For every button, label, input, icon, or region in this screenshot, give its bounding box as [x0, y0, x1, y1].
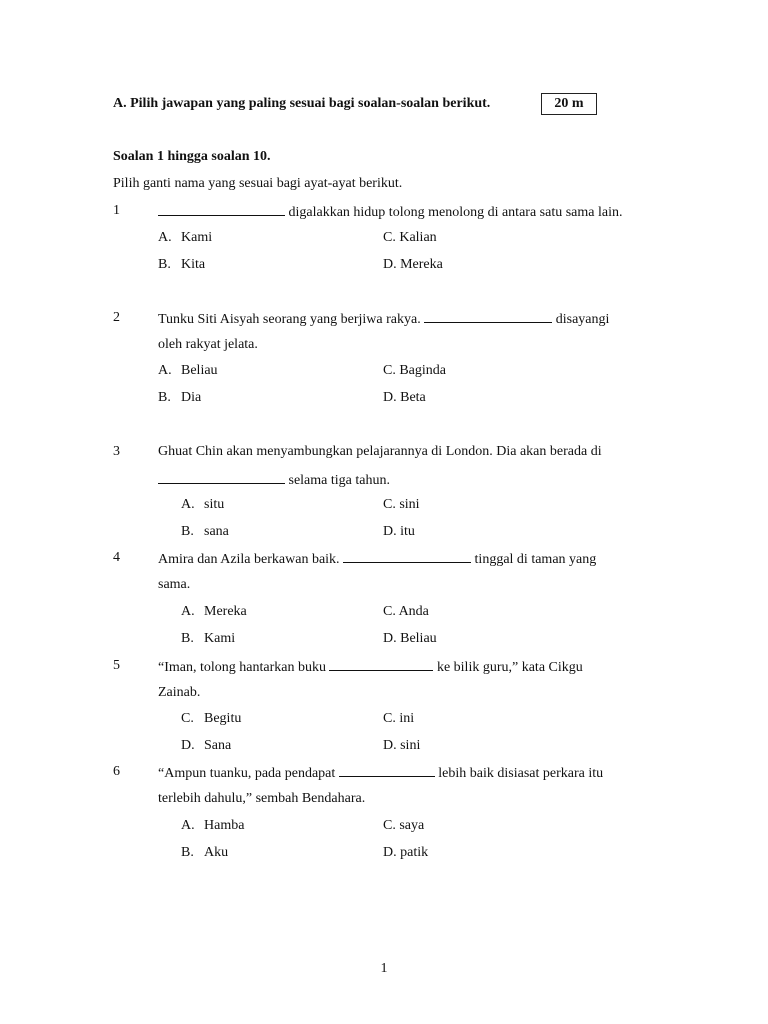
option-b-text: Kita [181, 257, 206, 272]
section-title: Soalan 1 hingga soalan 10. [113, 149, 271, 164]
option-b-text: Aku [204, 845, 229, 860]
option-b[interactable]: D. [181, 738, 195, 753]
option-a-text: Beliau [181, 363, 218, 378]
option-b[interactable]: B. [181, 524, 194, 539]
option-a-text: Hamba [204, 818, 245, 833]
option-a-text: Kami [181, 230, 213, 245]
question-number: 3 [113, 444, 120, 459]
section-instruction: A. Pilih jawapan yang paling sesuai bagi soalan-soalan berikut. [113, 96, 491, 111]
option-a[interactable]: A. [181, 818, 195, 833]
answer-blank[interactable] [339, 763, 435, 777]
option-c[interactable]: C. ini [383, 711, 415, 726]
question-number: 2 [113, 310, 120, 325]
option-d[interactable]: D. sini [383, 738, 421, 753]
option-a[interactable]: A. [158, 230, 172, 245]
question-text: Tunku Siti Aisyah seorang yang berjiwa rakya. disayangi [158, 309, 609, 329]
option-d[interactable]: D. Mereka [383, 257, 443, 272]
answer-blank[interactable] [343, 549, 471, 563]
option-c[interactable]: C. Anda [383, 604, 429, 619]
option-b[interactable]: B. [181, 845, 194, 860]
page-number: 1 [380, 961, 388, 976]
option-b[interactable]: B. [181, 631, 194, 646]
question-text-cont: selama tiga tahun. [158, 470, 390, 490]
question-text-cont: oleh rakyat jelata. [158, 337, 258, 352]
option-b-text: Dia [181, 390, 202, 405]
question-number: 5 [113, 658, 120, 673]
option-b-text: Kami [204, 631, 236, 646]
marks-box: 20 m [541, 93, 597, 115]
question-number: 6 [113, 764, 120, 779]
option-a[interactable]: A. [158, 363, 172, 378]
answer-blank[interactable] [329, 657, 433, 671]
question-text: “Ampun tuanku, pada pendapat lebih baik disiasat perkara itu [158, 763, 603, 783]
option-d[interactable]: D. Beliau [383, 631, 437, 646]
option-d[interactable]: D. Beta [383, 390, 426, 405]
option-c[interactable]: C. saya [383, 818, 425, 833]
question-number: 4 [113, 550, 120, 565]
question-text-cont: sama. [158, 577, 191, 592]
question-number: 1 [113, 203, 120, 218]
answer-blank[interactable] [158, 202, 285, 216]
option-c[interactable]: C. Kalian [383, 230, 437, 245]
option-c[interactable]: C. sini [383, 497, 420, 512]
question-text: Amira dan Azila berkawan baik. tinggal di taman yang [158, 549, 596, 569]
option-b-text: Sana [204, 738, 232, 753]
option-c[interactable]: C. Baginda [383, 363, 446, 378]
option-a[interactable]: C. [181, 711, 194, 726]
option-a-text: Begitu [204, 711, 242, 726]
section-subtitle: Pilih ganti nama yang sesuai bagi ayat-ayat berikut. [113, 176, 403, 191]
question-text-cont: Zainab. [158, 685, 201, 700]
question-text: “Iman, tolong hantarkan buku ke bilik guru,” kata Cikgu [158, 657, 583, 677]
option-b[interactable]: B. [158, 257, 171, 272]
question-text-cont: terlebih dahulu,” sembah Bendahara. [158, 791, 366, 806]
answer-blank[interactable] [424, 309, 552, 323]
option-b-text: sana [204, 524, 229, 539]
option-a[interactable]: A. [181, 497, 195, 512]
option-a[interactable]: A. [181, 604, 195, 619]
option-b[interactable]: B. [158, 390, 171, 405]
option-a-text: Mereka [204, 604, 247, 619]
question-text: Ghuat Chin akan menyambungkan pelajarannya di London. Dia akan berada di [158, 444, 602, 459]
option-a-text: situ [204, 497, 225, 512]
question-text: digalakkan hidup tolong menolong di antara satu sama lain. [158, 202, 622, 222]
answer-blank[interactable] [158, 470, 285, 484]
option-d[interactable]: D. patik [383, 845, 429, 860]
option-d[interactable]: D. itu [383, 524, 415, 539]
